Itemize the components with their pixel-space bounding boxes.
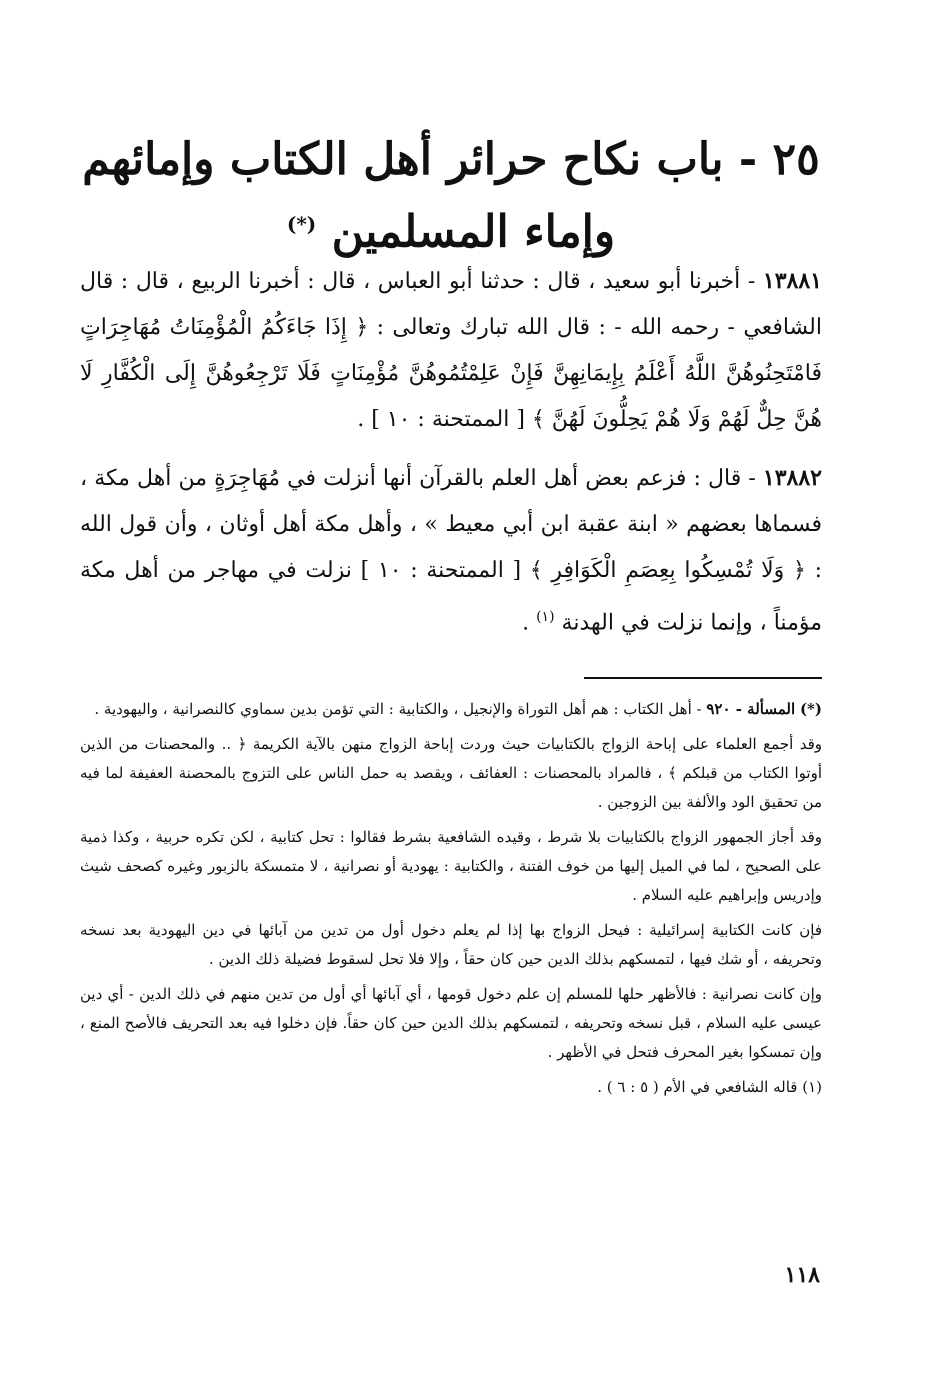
page-number: ١١٨	[784, 1262, 820, 1288]
footnote-lead-mark: (*)	[799, 700, 822, 718]
footnote-marker: (*)	[286, 212, 317, 236]
footnote-separator	[584, 677, 822, 679]
book-page	[80, 0, 822, 1377]
hadith-paragraph	[80, 258, 822, 443]
footnote-item	[80, 695, 822, 724]
footnote-lead-label: المسألة - ٩٢٠	[706, 700, 796, 718]
chapter-title-line2: وإماء المسلمين	[331, 206, 616, 258]
hadith-text-end: .	[522, 610, 537, 636]
footnote-item: وقد أجمع العلماء على إباحة الزواج بالكتابيات حيث وردت إباحة الزواج منهن بالآية الكريمة ﴿ .. والمحصنات من الذين أوتوا الكتاب من قبلكم ﴾ ، فالمراد بالمحصنات : العفائف ، ويقصد به حمل الناس على التزوج بالمحصنة العفيفة لما فيه من تحقيق الود والألفة بين الزوجين .	[80, 735, 822, 811]
footnote-item: وإن كانت نصرانية : فالأظهر حلها للمسلم إن علم دخول قومها ، أي آبائها أي أول من تدين منهم في ذلك الدين - أي دين عيسى عليه السلام ، قبل نسخه وتحريفه ، لتمسكهم بذلك الدين حين كان حقاً. فإن دخلوا فيه بعد التحريف فالأصح المنع ، وإن تمسكوا بغير المحرف فتحل في الأظهر .	[80, 985, 822, 1061]
hadith-text: - قال : فزعم بعض أهل العلم بالقرآن أنها أنزلت في مُهَاجِرَةٍ من أهل مكة ، فسماها بعضهم « ابنة عقبة ابن أبي معيط » ، وأهل مكة أهل أوثان ، وأن قول الله : ﴿ وَلَا تُمْسِكُوا بِعِصَمِ الْكَوَافِرِ ﴾ [ الممتحنة : ١٠ ] نزلت في مهاجر من أهل مكة مؤمناً ، وإنما نزلت في الهدنة	[80, 466, 822, 636]
footnotes	[80, 695, 822, 1108]
main-text	[80, 258, 822, 658]
hadith-number: ١٣٨٨٢	[762, 465, 822, 491]
chapter-title	[80, 128, 822, 265]
footnote-item: فإن كانت الكتابية إسرائيلية : فيحل الزواج بها إذا لم يعلم دخول أول من تدين من آبائها في دين اليهودية بعد نسخه وتحريفه ، أو شك فيها ، لتمسكهم بذلك الدين حين كان حقاً ، وإلا فلا تحل لسقوط فضيلة ذلك الدين .	[80, 921, 822, 968]
hadith-number: ١٣٨٨١	[762, 268, 822, 294]
footnote-item: (١) قاله الشافعي في الأم ( ٥ : ٦ ) .	[597, 1078, 822, 1096]
chapter-title-line2-wrap	[80, 192, 822, 265]
hadith-text: - أخبرنا أبو سعيد ، قال : حدثنا أبو العباس ، قال : أخبرنا الربيع ، قال : قال الشافعي - رحمه الله - : قال الله تبارك وتعالى : ﴿ إِذَا جَاءَكُمُ الْمُؤْمِنَاتُ مُهَاجِرَاتٍ فَامْتَحِنُوهُنَّ اللَّهُ أَعْلَمُ بِإِيمَانِهِنَّ فَإِنْ عَلِمْتُمُوهُنَّ مُؤْمِنَاتٍ فَلَا تَرْجِعُوهُنَّ إِلَى الْكُفَّارِ لَا هُنَّ حِلٌّ لَهُمْ وَلَا هُمْ يَحِلُّونَ لَهُنَّ ﴾ [ الممتحنة : ١٠ ] .	[80, 269, 822, 432]
footnote-text: - أهل الكتاب : هم أهل التوراة والإنجيل ، والكتابية : التي تؤمن بدين سماوي كالنصرانية ، واليهودية .	[94, 700, 707, 718]
chapter-title-line1: ٢٥ - باب نكاح حرائر أهل الكتاب وإمائهم	[82, 134, 820, 185]
footnote-reference: (١)	[536, 609, 555, 625]
hadith-paragraph	[80, 455, 822, 646]
footnote-item: وقد أجاز الجمهور الزواج بالكتابيات بلا شرط ، وقيده الشافعية بشرط فقالوا : تحل كتابية ، لكن تكره حربية ، وكذا ذمية على الصحيح ، لما في الميل إليها من خوف الفتنة ، والكتابية : يهودية أو نصرانية ، لا متمسكة بالزبور وغيره كصحف شيث وإدريس وإبراهيم عليه السلام .	[80, 828, 822, 904]
